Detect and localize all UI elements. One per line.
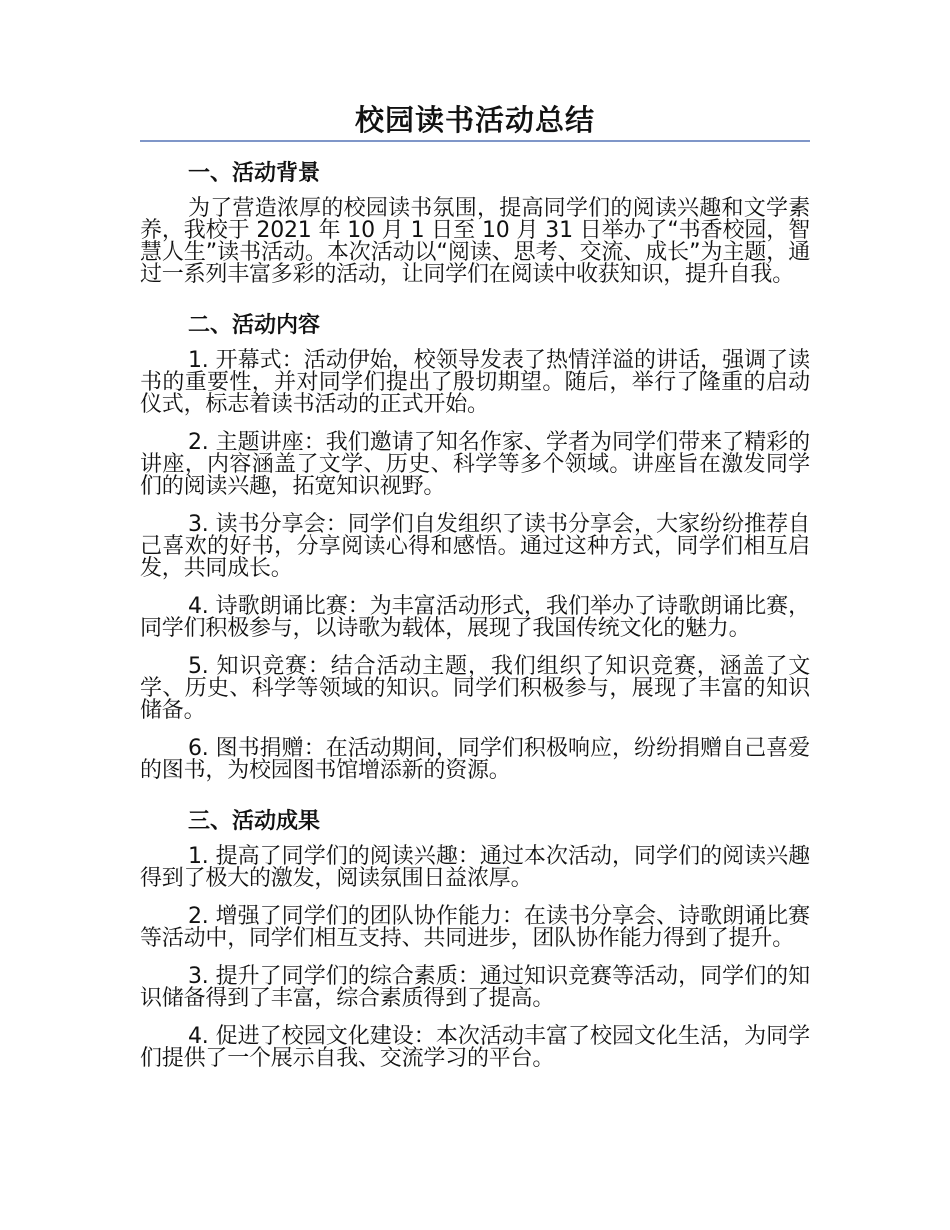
paragraph: 3. 提升了同学们的综合素质：通过知识竞赛等活动，同学们的知识储备得到了丰富，综合素质得到了提高。: [140, 964, 810, 1011]
paragraph: 2. 增强了同学们的团队协作能力：在读书分享会、诗歌朗诵比赛等活动中，同学们相互支持、共同进步，团队协作能力得到了提升。: [140, 904, 810, 951]
paragraph: 1. 提高了同学们的阅读兴趣：通过本次活动，同学们的阅读兴趣得到了极大的激发，阅读氛围日益浓厚。: [140, 844, 810, 891]
section-heading-content: 二、活动内容: [188, 313, 321, 338]
section-heading-results: 三、活动成果: [188, 809, 321, 834]
paragraph: 为了营造浓厚的校园读书氛围，提高同学们的阅读兴趣和文学素养，我校于 2021 年 10 月 1 日至 10 月 31 日举办了“书香校园，智慧人生”读书活动。本次活动以“阅读、思考、交流、成长”为主题，通过一系列丰富多彩的活动，让同学们在阅读中收获知识，提升自我。: [140, 196, 810, 287]
section-heading-background: 一、活动背景: [188, 161, 321, 186]
paragraph: 4. 诗歌朗诵比赛：为丰富活动形式，我们举办了诗歌朗诵比赛，同学们积极参与，以诗歌为载体，展现了我国传统文化的魅力。: [140, 594, 810, 641]
document-title: 校园读书活动总结: [354, 103, 595, 137]
paragraph: 3. 读书分享会：同学们自发组织了读书分享会，大家纷纷推荐自己喜欢的好书，分享阅读心得和感悟。通过这种方式，同学们相互启发，共同成长。: [140, 512, 810, 581]
title-underline: [140, 140, 810, 142]
paragraph: 4. 促进了校园文化建设：本次活动丰富了校园文化生活，为同学们提供了一个展示自我、交流学习的平台。: [140, 1024, 810, 1071]
paragraph: 6. 图书捐赠：在活动期间，同学们积极响应，纷纷捐赠自己喜爱的图书，为校园图书馆增添新的资源。: [140, 736, 810, 783]
paragraph: 1. 开幕式：活动伊始，校领导发表了热情洋溢的讲话，强调了读书的重要性，并对同学们提出了殷切期望。随后，举行了隆重的启动仪式，标志着读书活动的正式开始。: [140, 348, 810, 417]
paragraph: 2. 主题讲座：我们邀请了知名作家、学者为同学们带来了精彩的讲座，内容涵盖了文学、历史、科学等多个领域。讲座旨在激发同学们的阅读兴趣，拓宽知识视野。: [140, 430, 810, 499]
paragraph: 5. 知识竞赛：结合活动主题，我们组织了知识竞赛，涵盖了文学、历史、科学等领域的知识。同学们积极参与，展现了丰富的知识储备。: [140, 654, 810, 723]
document-page: [140, 100, 810, 1080]
